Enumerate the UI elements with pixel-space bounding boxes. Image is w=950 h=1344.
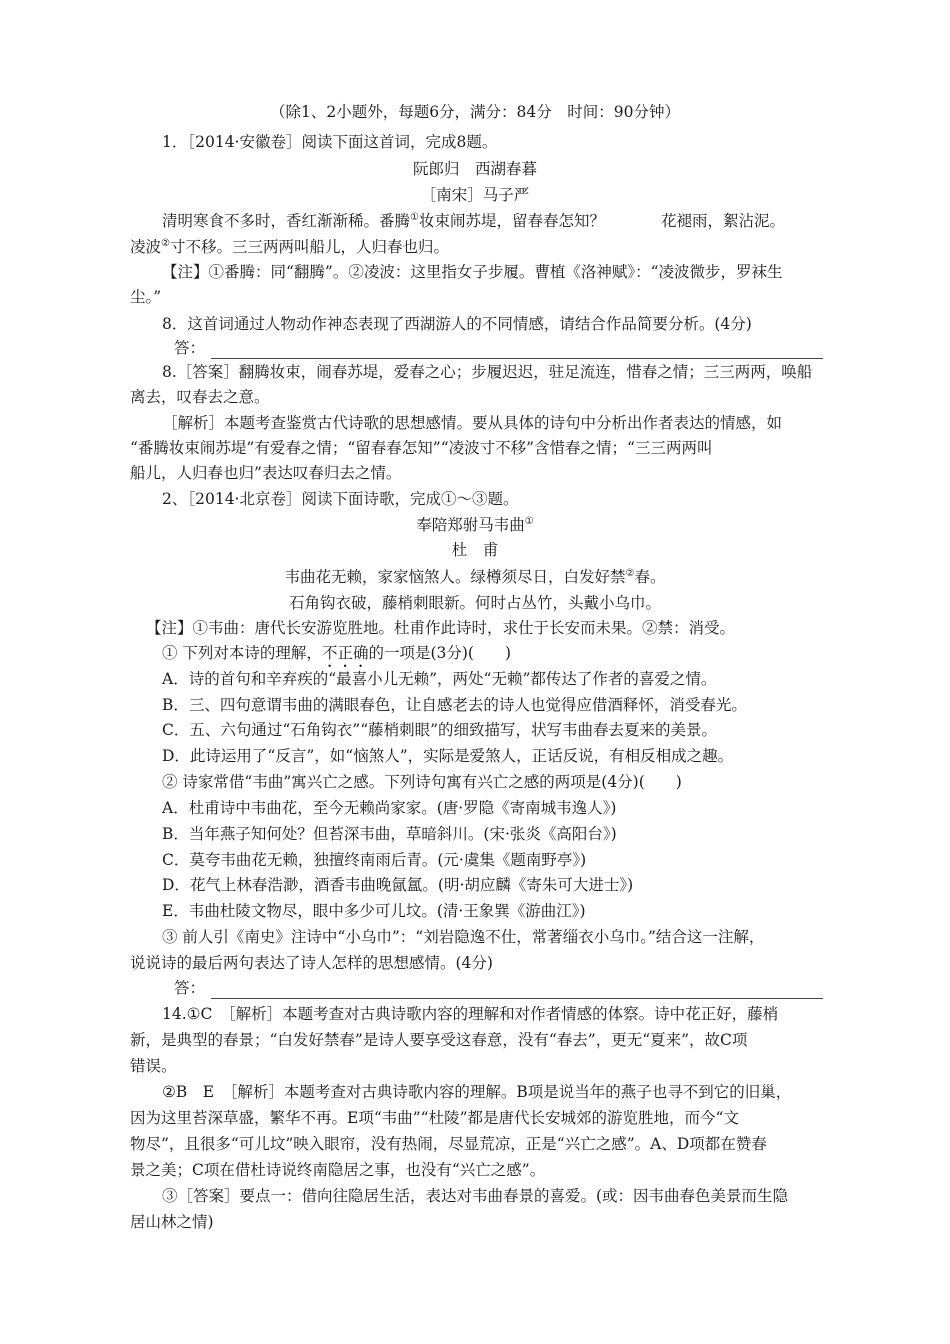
q1-poem-line-2: 凌波②寸不移。三三两两叫船儿，人归春也归。: [130, 237, 449, 256]
q1-answer-line: 答：: [174, 337, 823, 359]
q2-poem-line-2: 石角钩衣破，藤梢刺眼新。何时占丛竹，头戴小乌巾。: [288, 594, 661, 612]
q1-intro: 1．［2014·安徽卷］阅读下面这首词，完成8题。: [162, 133, 498, 151]
q2-sub2-option-a: A．杜甫诗中韦曲花，至今无赖尚家家。(唐·罗隐《寄南城韦逸人》): [162, 799, 617, 817]
q1-note-line-1: 【注】①番腾：同“翻腾”。②凌波：这里指女子步履。曹植《洛神赋》：“凌波微步，罗袜生: [162, 263, 783, 281]
q2-ans3-line-1: ③［答案］要点一：借向往隐居生活，表达对韦曲春景的喜爱。(或：因韦曲春色美景而生隐: [162, 1187, 789, 1205]
q2-poem-line-1: 韦曲花无赖，家家恼煞人。绿樽须尽日，白发好禁②春。: [284, 567, 666, 586]
q2-sub1-option-c: C．五、六句通过“石角钩衣”“藤梢刺眼”的细致描写，状写韦曲春去夏来的美景。: [162, 721, 718, 739]
q1-analysis-2: “番腾妆束闹苏堤”有爱春之情；“留春春怎知”“凌波寸不移”含惜春之情；“三三两两叫: [130, 439, 713, 457]
q2-ans1-line-1: 14.①C ［解析］本题考查对古典诗歌内容的理解和对作者情感的体察。诗中花正好，藤梢: [162, 1005, 779, 1023]
q2-ans2-line-2: 因为这里苔深草盛，繁华不再。E项“韦曲”“杜陵”都是唐代长安城郊的游览胜地，而今“文: [130, 1109, 739, 1127]
q2-ans2-line-4: 景之美；C项在借杜诗说终南隐居之事，也没有“兴亡之感”。: [130, 1161, 546, 1179]
q2-sub2-option-b: B．当年燕子知何处？但苔深韦曲，草暗斜川。(宋·张炎《高阳台》): [162, 825, 617, 843]
q2-sub3-stem-2: 说说诗的最后两句表达了诗人怎样的思想感情。(4分): [130, 954, 493, 972]
q1-poem-line-1: 清明寒食不多时，香红渐渐稀。番腾①妆束闹苏堤，留春春怎知？ 花褪雨，絮沾泥。: [162, 211, 786, 230]
q1-analysis-1: ［解析］本题考查鉴赏古代诗歌的思想感情。要从具体的诗句中分析出作者表达的情感，如: [162, 414, 783, 432]
q1-answer-1: 8.［答案］翻腾妆束，闹春苏堤，爱春之心；步履迟迟，驻足流连，惜春之情；三三两两，唤船: [162, 363, 813, 381]
q2-sub3-stem-1: ③ 前人引《南史》注诗中“小乌巾”：“刘岩隐逸不仕，常著缁衣小乌巾。”结合这一注解，: [162, 928, 765, 946]
q2-sub1-option-d: D．此诗运用了“反言”，如“恼煞人”，实际是爱煞人，正话反说，有相反相成之趣。: [162, 747, 734, 765]
emphasis-not-correct: 不正确: [321, 644, 369, 662]
q2-ans2-line-1: ②B E ［解析］本题考查对古典诗歌内容的理解。B项是说当年的燕子也寻不到它的旧巢，: [162, 1083, 792, 1101]
q2-sub2-option-e: E．韦曲杜陵文物尽，眼中多少可儿坟。(清·王象巽《游曲江》): [162, 902, 586, 920]
q2-poem-author: 杜 甫: [451, 541, 499, 559]
q1-poem-title: 阮郎归 西湖春暮: [412, 160, 537, 178]
q1-poem-author: ［南宋］马子严: [420, 186, 530, 204]
q2-intro: 2、［2014·北京卷］阅读下面诗歌，完成①～③题。: [162, 490, 519, 508]
q2-sub2-option-d: D．花气上林春浩渺，酒香韦曲晚氤氲。(明·胡应麟《寄朱可大进士》): [162, 876, 634, 894]
q2-sub1-option-a: A．诗的首句和辛弃疾的“最喜小儿无赖”，两处“无赖”都传达了作者的喜爱之情。: [162, 670, 717, 688]
q2-sub2-option-c: C．莫夸韦曲花无赖，独擅终南雨后青。(元·虞集《题南野亭》): [162, 851, 587, 869]
q2-poem-title: 奉陪郑驸马韦曲①: [416, 515, 534, 534]
q1-note-line-2: 尘。”: [130, 288, 162, 306]
q2-ans1-line-3: 错误。: [130, 1057, 177, 1075]
q1-answer-2: 离去，叹春去之意。: [130, 388, 270, 406]
q2-note: 【注】①韦曲：唐代长安游览胜地。杜甫作此诗时，求仕于长安而未果。②禁：消受。: [146, 619, 736, 637]
q2-ans1-line-2: 新，是典型的春景；“白发好禁春”是诗人要享受这春意，没有“春去”，更无“夏来”，故C项: [130, 1031, 748, 1049]
q2-ans2-line-3: 物尽”，且很多“可儿坟”映入眼帘，没有热闹，尽显荒凉，正是“兴亡之感”。A、D项都在赞春: [130, 1135, 767, 1153]
q2-sub1-stem: ① 下列对本诗的理解，不正确的一项是(3分)( ): [162, 644, 512, 662]
q2-sub1-option-b: B．三、四句意谓韦曲的满眼春色，让自感老去的诗人也觉得应借酒释怀，消受春光。: [162, 696, 747, 714]
q1-analysis-3: 船儿，人归春也归”表达叹春归去之情。: [130, 464, 402, 482]
q2-ans3-line-2: 居山林之情): [130, 1213, 214, 1231]
q2-answer-line: 答：: [174, 977, 823, 999]
exam-header: （除1、2小题外，每题6分，满分：84分 时间：90分钟）: [269, 103, 681, 121]
q2-sub2-stem: ② 诗家常借“韦曲”寓兴亡之感。下列诗句寓有兴亡之感的两项是(4分)( ): [162, 773, 682, 791]
q1-question: 8．这首词通过人物动作神态表现了西湖游人的不同情感，请结合作品简要分析。(4分): [162, 315, 752, 333]
